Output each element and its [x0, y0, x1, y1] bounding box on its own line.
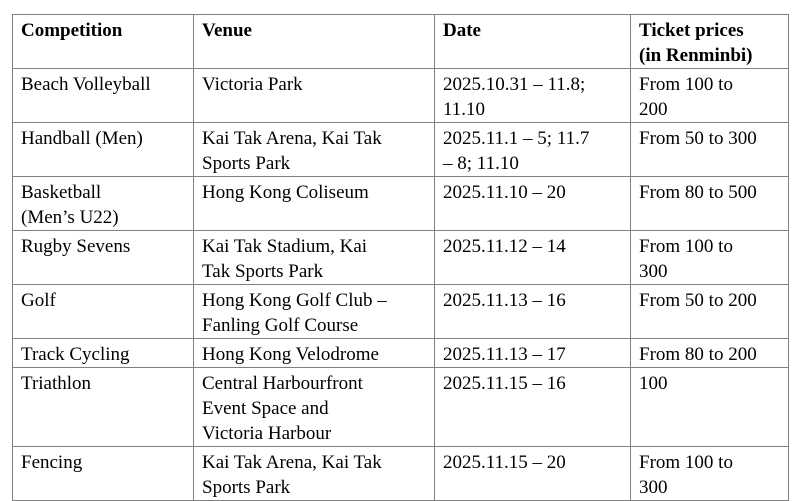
- cell-venue-line: Event Space and: [202, 398, 329, 419]
- cell-competition: [13, 447, 194, 501]
- cell-date: [435, 231, 631, 285]
- header-ticket-prices-line: (in Renminbi): [639, 45, 753, 66]
- cell-ticket-price-line: From 80 to 200: [639, 344, 757, 365]
- header-ticket-prices: [631, 15, 789, 69]
- cell-ticket-price: [631, 368, 789, 447]
- cell-venue: [194, 368, 435, 447]
- cell-competition: [13, 69, 194, 123]
- events-table: [12, 14, 789, 501]
- cell-venue-line: Sports Park: [202, 477, 291, 498]
- cell-date: [435, 368, 631, 447]
- cell-date-line: 11.10: [443, 99, 486, 120]
- cell-competition: [13, 123, 194, 177]
- cell-date: [435, 285, 631, 339]
- cell-date-line: – 8; 11.10: [443, 153, 519, 174]
- cell-date: [435, 447, 631, 501]
- cell-ticket-price-line: From 100 to: [639, 236, 733, 257]
- cell-competition-line: Rugby Sevens: [21, 236, 131, 257]
- cell-venue: [194, 231, 435, 285]
- table-row: [13, 177, 789, 231]
- cell-competition-line: Triathlon: [21, 373, 92, 394]
- table-row: [13, 231, 789, 285]
- table-row: [13, 69, 789, 123]
- cell-venue: [194, 285, 435, 339]
- cell-ticket-price-line: From 50 to 200: [639, 290, 757, 311]
- cell-venue-line: Victoria Harbour: [202, 423, 332, 444]
- cell-date: [435, 69, 631, 123]
- cell-date-line: 2025.11.1 – 5; 11.7: [443, 128, 590, 149]
- cell-date: [435, 177, 631, 231]
- cell-ticket-price-line: 200: [639, 99, 668, 120]
- cell-date-line: 2025.11.15 – 16: [443, 373, 566, 394]
- cell-venue-line: Hong Kong Coliseum: [202, 182, 369, 203]
- cell-competition-line: Fencing: [21, 452, 83, 473]
- table-row: [13, 123, 789, 177]
- cell-venue-line: Kai Tak Arena, Kai Tak: [202, 452, 382, 473]
- header-date: Date: [435, 15, 631, 69]
- cell-competition-line: Basketball: [21, 182, 102, 203]
- cell-venue: [194, 123, 435, 177]
- header-competition: Competition: [13, 15, 194, 69]
- header-venue: Venue: [194, 15, 435, 69]
- table-row: [13, 368, 789, 447]
- cell-ticket-price-line: From 100 to: [639, 74, 733, 95]
- cell-date-line: 2025.11.10 – 20: [443, 182, 566, 203]
- cell-venue-line: Kai Tak Stadium, Kai: [202, 236, 368, 257]
- cell-venue-line: Kai Tak Arena, Kai Tak: [202, 128, 382, 149]
- cell-competition: [13, 231, 194, 285]
- cell-competition: [13, 339, 194, 368]
- cell-date-line: 2025.11.15 – 20: [443, 452, 566, 473]
- cell-ticket-price: [631, 339, 789, 368]
- cell-competition-line: Golf: [21, 290, 56, 311]
- cell-ticket-price-line: 300: [639, 477, 668, 498]
- cell-venue-line: Central Harbourfront: [202, 373, 363, 394]
- cell-venue-line: Sports Park: [202, 153, 291, 174]
- cell-venue: [194, 447, 435, 501]
- cell-competition-line: Track Cycling: [21, 344, 130, 365]
- cell-venue-line: Fanling Golf Course: [202, 315, 359, 336]
- table-row: [13, 339, 789, 368]
- table-row: [13, 447, 789, 501]
- cell-ticket-price-line: From 100 to: [639, 452, 733, 473]
- table-row: [13, 285, 789, 339]
- cell-competition: [13, 285, 194, 339]
- table-header-row: [13, 15, 789, 69]
- cell-competition-line: (Men’s U22): [21, 207, 119, 228]
- table-body: [13, 69, 789, 501]
- cell-venue-line: Hong Kong Golf Club –: [202, 290, 387, 311]
- cell-venue: [194, 177, 435, 231]
- cell-ticket-price: [631, 69, 789, 123]
- cell-ticket-price-line: 300: [639, 261, 668, 282]
- cell-competition-line: Beach Volleyball: [21, 74, 151, 95]
- cell-competition: [13, 177, 194, 231]
- cell-ticket-price: [631, 123, 789, 177]
- cell-venue: [194, 69, 435, 123]
- cell-ticket-price: [631, 177, 789, 231]
- cell-date-line: 2025.11.13 – 17: [443, 344, 566, 365]
- cell-venue-line: Victoria Park: [202, 74, 303, 95]
- cell-competition-line: Handball (Men): [21, 128, 143, 149]
- cell-ticket-price-line: From 50 to 300: [639, 128, 757, 149]
- cell-ticket-price-line: 100: [639, 373, 668, 394]
- cell-ticket-price: [631, 447, 789, 501]
- cell-date-line: 2025.11.12 – 14: [443, 236, 566, 257]
- cell-competition: [13, 368, 194, 447]
- cell-ticket-price: [631, 231, 789, 285]
- cell-date-line: 2025.11.13 – 16: [443, 290, 566, 311]
- header-ticket-prices-line: Ticket prices: [639, 20, 744, 41]
- cell-date-line: 2025.10.31 – 11.8;: [443, 74, 586, 95]
- cell-venue-line: Tak Sports Park: [202, 261, 324, 282]
- cell-venue: [194, 339, 435, 368]
- cell-venue-line: Hong Kong Velodrome: [202, 344, 379, 365]
- cell-date: [435, 339, 631, 368]
- cell-ticket-price-line: From 80 to 500: [639, 182, 757, 203]
- cell-ticket-price: [631, 285, 789, 339]
- cell-date: [435, 123, 631, 177]
